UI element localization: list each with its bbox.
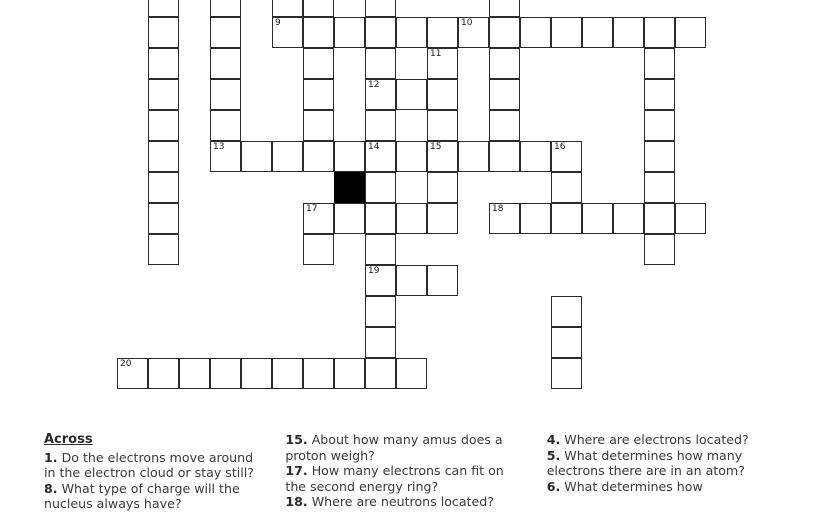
grid-cell[interactable] xyxy=(427,48,458,79)
clue-item xyxy=(44,450,255,481)
grid-cell-number: 18 xyxy=(492,204,504,214)
grid-cell[interactable] xyxy=(148,172,179,203)
grid-cell[interactable] xyxy=(427,172,458,203)
clue-text: How many electrons can fit on the second energy ring? xyxy=(285,463,504,494)
grid-cell[interactable] xyxy=(148,79,179,110)
grid-cell[interactable] xyxy=(303,203,334,234)
clue-item xyxy=(547,432,776,448)
grid-cell[interactable] xyxy=(489,17,520,48)
grid-cell[interactable] xyxy=(148,17,179,48)
grid-cell-number: 11 xyxy=(430,49,442,59)
clues-column-across xyxy=(44,432,255,530)
grid-cell[interactable] xyxy=(551,296,582,327)
clue-list-2 xyxy=(285,432,516,510)
grid-cell[interactable] xyxy=(520,141,551,172)
grid-cell[interactable] xyxy=(334,358,365,389)
clues-section xyxy=(0,410,816,530)
grid-cell[interactable] xyxy=(365,203,396,234)
clue-item xyxy=(285,494,516,510)
grid-cell[interactable] xyxy=(582,17,613,48)
clue-number: 8. xyxy=(44,480,58,496)
clue-number: 6. xyxy=(546,478,561,494)
grid-cell[interactable] xyxy=(613,17,644,48)
grid-cell[interactable] xyxy=(303,79,334,110)
grid-cell[interactable] xyxy=(365,265,396,296)
grid-cell[interactable] xyxy=(427,110,458,141)
grid-cell[interactable] xyxy=(644,79,675,110)
grid-cell[interactable] xyxy=(272,0,303,17)
grid-cell[interactable] xyxy=(303,0,334,17)
grid-cell[interactable] xyxy=(210,0,241,17)
grid-cell[interactable] xyxy=(210,48,241,79)
grid-cell[interactable] xyxy=(303,48,334,79)
grid-cell[interactable] xyxy=(210,110,241,141)
grid-cell[interactable] xyxy=(148,203,179,234)
grid-cell[interactable] xyxy=(396,265,427,296)
grid-cell[interactable] xyxy=(489,0,520,17)
clue-number: 15. xyxy=(285,432,308,447)
grid-block-cell xyxy=(334,172,365,203)
grid-cell[interactable] xyxy=(396,17,427,48)
clue-text: What type of charge will the nucleus always have? xyxy=(44,480,240,512)
grid-cell[interactable] xyxy=(303,17,334,48)
clue-text: Where are neutrons located? xyxy=(307,494,494,510)
grid-cell[interactable] xyxy=(365,79,396,110)
grid-cell[interactable] xyxy=(489,141,520,172)
grid-cell[interactable] xyxy=(334,203,365,234)
clue-text: What determines how xyxy=(560,478,703,494)
grid-cell[interactable] xyxy=(365,296,396,327)
grid-cell-number: 13 xyxy=(213,142,225,152)
grid-cell[interactable] xyxy=(303,234,334,265)
grid-cell[interactable] xyxy=(272,358,303,389)
clue-text: About how many amus does a proton weigh? xyxy=(285,432,503,463)
grid-cell[interactable] xyxy=(148,0,179,17)
clue-number: 18. xyxy=(285,494,308,510)
grid-cell[interactable] xyxy=(489,79,520,110)
grid-cell[interactable] xyxy=(427,17,458,48)
grid-cell[interactable] xyxy=(489,203,520,234)
grid-cell[interactable] xyxy=(365,0,396,17)
clue-number: 1. xyxy=(44,449,58,465)
grid-cell[interactable] xyxy=(334,141,365,172)
grid-cell[interactable] xyxy=(551,172,582,203)
grid-cell[interactable] xyxy=(551,141,582,172)
grid-cell[interactable] xyxy=(644,203,675,234)
grid-cell[interactable] xyxy=(210,17,241,48)
grid-cell-number: 19 xyxy=(368,266,380,276)
grid-cell[interactable] xyxy=(427,265,458,296)
grid-cell[interactable] xyxy=(520,203,551,234)
grid-cell[interactable] xyxy=(644,48,675,79)
grid-cell[interactable] xyxy=(427,79,458,110)
across-heading: Across xyxy=(44,432,93,447)
grid-cell[interactable] xyxy=(613,203,644,234)
grid-cell[interactable] xyxy=(303,110,334,141)
grid-cell[interactable] xyxy=(365,48,396,79)
grid-cell[interactable] xyxy=(365,358,396,389)
grid-cell[interactable] xyxy=(148,141,179,172)
clue-item xyxy=(285,463,516,494)
clue-number: 5. xyxy=(546,447,561,463)
grid-cell-number: 9 xyxy=(275,18,281,28)
grid-cell[interactable] xyxy=(241,141,272,172)
grid-cell[interactable] xyxy=(396,79,427,110)
grid-cell[interactable] xyxy=(396,141,427,172)
grid-cell[interactable] xyxy=(210,79,241,110)
grid-cell[interactable] xyxy=(179,358,210,389)
grid-cell[interactable] xyxy=(396,358,427,389)
grid-cell[interactable] xyxy=(210,358,241,389)
grid-cell[interactable] xyxy=(427,203,458,234)
grid-cell[interactable] xyxy=(365,327,396,358)
grid-cell[interactable] xyxy=(365,110,396,141)
clue-text: Where are electrons located? xyxy=(560,432,749,447)
grid-cell[interactable] xyxy=(365,172,396,203)
grid-cell[interactable] xyxy=(458,141,489,172)
grid-cell[interactable] xyxy=(551,203,582,234)
grid-cell[interactable] xyxy=(551,327,582,358)
grid-cell[interactable] xyxy=(272,17,303,48)
grid-cell[interactable] xyxy=(644,110,675,141)
clue-list-1 xyxy=(44,450,255,512)
grid-cell[interactable] xyxy=(582,203,613,234)
grid-cell[interactable] xyxy=(303,141,334,172)
clue-text: What determines how many electrons there are in an atom? xyxy=(546,447,745,479)
grid-cell[interactable] xyxy=(520,17,551,48)
grid-cell[interactable] xyxy=(489,110,520,141)
clue-number: 17. xyxy=(285,463,308,479)
clue-item xyxy=(547,479,776,495)
grid-cell[interactable] xyxy=(644,17,675,48)
grid-cell[interactable] xyxy=(365,234,396,265)
grid-cell[interactable] xyxy=(241,358,272,389)
grid-cell[interactable] xyxy=(551,358,582,389)
grid-cell[interactable] xyxy=(210,141,241,172)
grid-cell[interactable] xyxy=(365,141,396,172)
grid-cell[interactable] xyxy=(148,110,179,141)
grid-cell[interactable] xyxy=(148,358,179,389)
grid-cell[interactable] xyxy=(489,48,520,79)
clue-number: 4. xyxy=(546,432,561,447)
grid-cell[interactable] xyxy=(551,17,582,48)
grid-cell-number: 17 xyxy=(306,204,318,214)
grid-cell[interactable] xyxy=(458,17,489,48)
grid-cell[interactable] xyxy=(117,358,148,389)
grid-cell[interactable] xyxy=(365,17,396,48)
grid-cell[interactable] xyxy=(334,17,365,48)
grid-cell-number: 16 xyxy=(554,142,566,152)
grid-cell-number: 15 xyxy=(430,142,442,152)
clue-item xyxy=(547,448,776,479)
grid-cell[interactable] xyxy=(644,141,675,172)
clue-text: Do the electrons move around in the electron cloud or stay still? xyxy=(44,449,254,481)
grid-cell[interactable] xyxy=(148,234,179,265)
clue-item xyxy=(285,432,516,463)
grid-cell[interactable] xyxy=(427,141,458,172)
clue-list-3 xyxy=(547,432,776,494)
grid-cell-number: 10 xyxy=(461,18,473,28)
grid-cell[interactable] xyxy=(303,358,334,389)
grid-cell[interactable] xyxy=(675,203,706,234)
grid-cell[interactable] xyxy=(644,172,675,203)
grid-cell-number: 14 xyxy=(368,142,380,152)
grid-cell[interactable] xyxy=(272,141,303,172)
grid-cell-number: 12 xyxy=(368,80,380,90)
clues-column-3 xyxy=(547,432,776,530)
grid-cell-number: 20 xyxy=(120,359,132,369)
clue-item xyxy=(44,481,255,512)
grid-cell[interactable] xyxy=(675,17,706,48)
grid-cell[interactable] xyxy=(644,234,675,265)
clues-column-2 xyxy=(285,432,516,530)
grid-cell[interactable] xyxy=(148,48,179,79)
grid-cell[interactable] xyxy=(396,203,427,234)
